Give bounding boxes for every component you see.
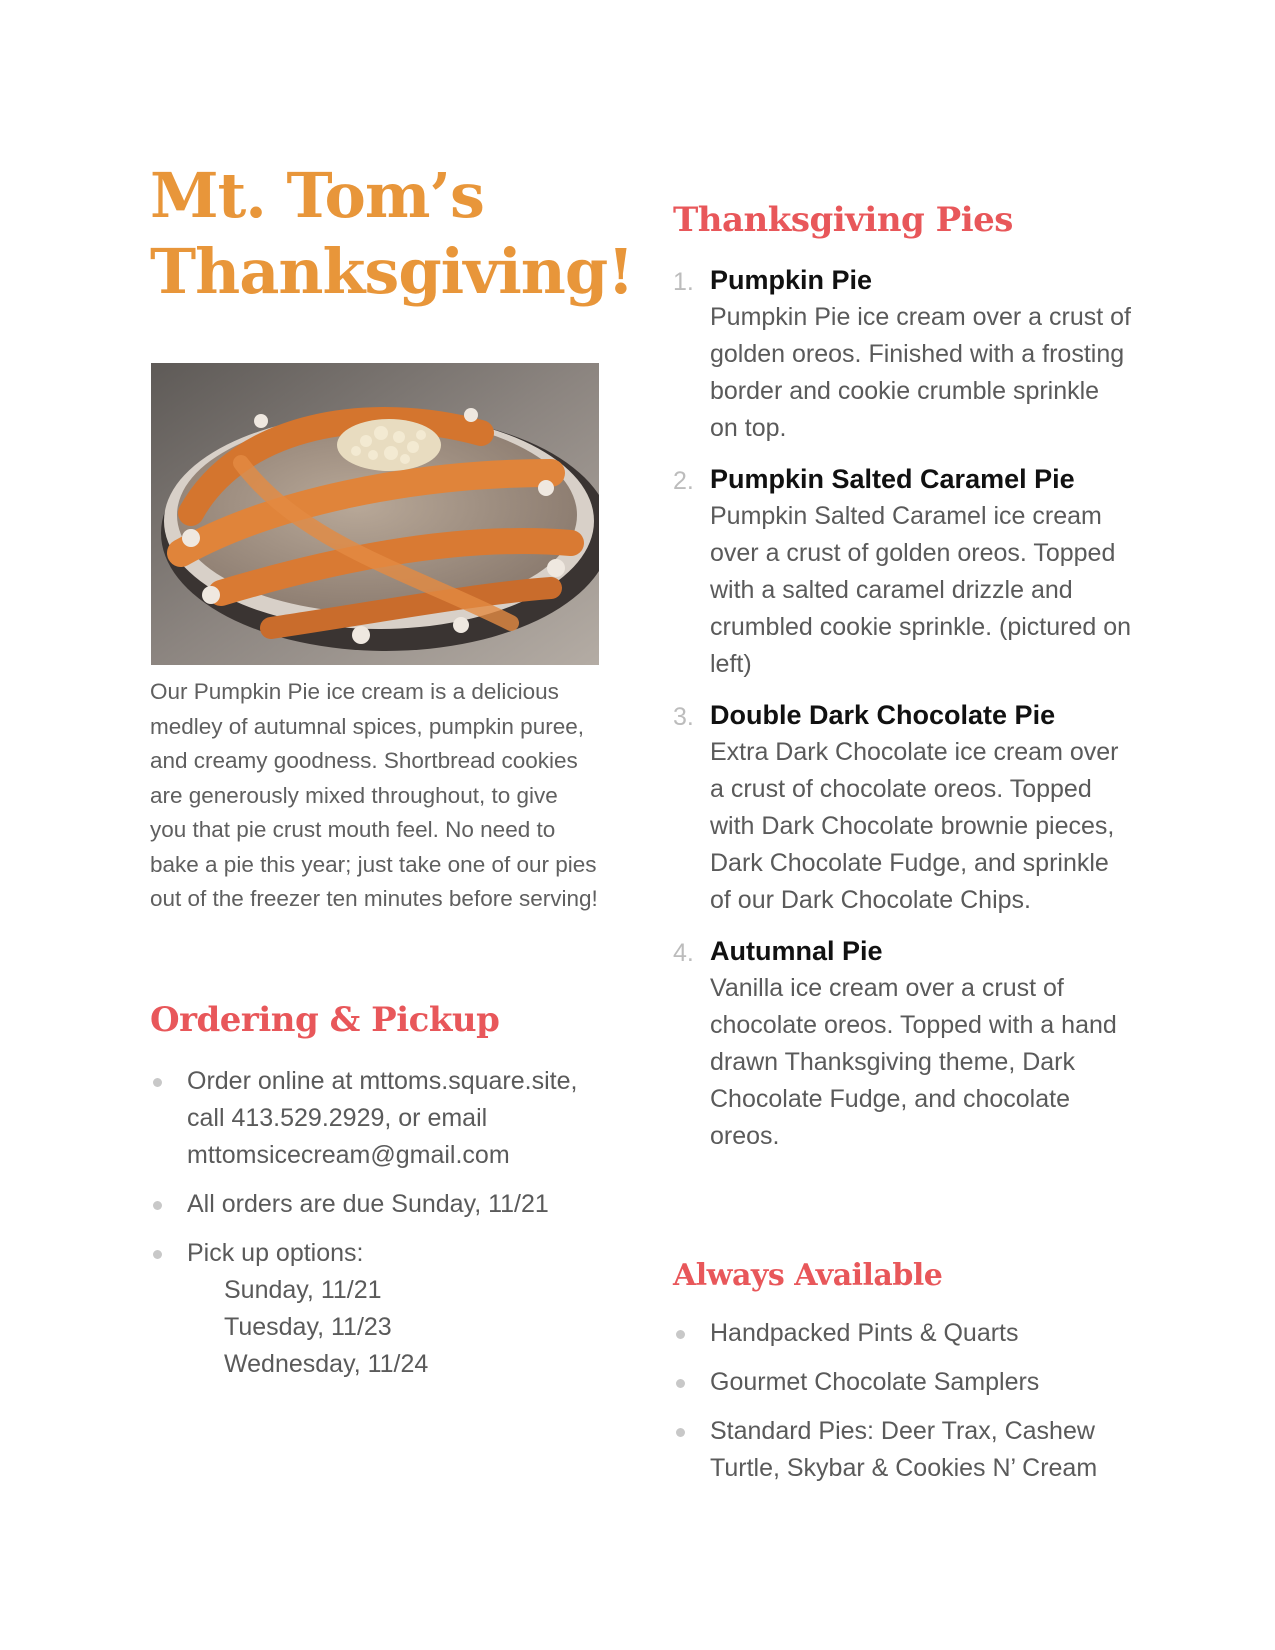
pie-description: Extra Dark Chocolate ice cream over a crust of chocolate oreos. Topped with Dark Chocolate brownie pieces, Dark Chocolate Fudge, and sprinkle of our Dark Chocolate Chips. [710, 738, 1119, 914]
list-item: Standard Pies: Deer Trax, Cashew Turtle, Skybar & Cookies N’ Cream [673, 1413, 1133, 1487]
pickup-options-item [150, 1235, 600, 1383]
pie-photo [151, 363, 599, 665]
intro-paragraph: Our Pumpkin Pie ice cream is a delicious medley of autumnal spices, pumpkin puree, and creamy goodness. Shortbread cookies are generously mixed throughout, to give you that pie crust mouth feel. No need to bake a pie this year; just take one of our pies out of the freezer ten minutes before serving! [150, 679, 598, 911]
pie-description: Vanilla ice cream over a crust of chocolate oreos. Topped with a hand drawn Thanksgiving theme, Dark Chocolate Fudge, and chocolate oreos. [710, 974, 1117, 1150]
pies-list [673, 262, 1133, 1169]
ordering-list [150, 1063, 600, 1395]
pie-name: Pumpkin Salted Caramel Pie [710, 464, 1075, 494]
pie-number: 4. [673, 939, 694, 967]
pie-description: Pumpkin Pie ice cream over a crust of golden oreos. Finished with a frosting border and cookie crumble sprinkle on top. [710, 303, 1131, 442]
pie-number: 1. [673, 268, 694, 296]
list-item: Handpacked Pints & Quarts [673, 1315, 1133, 1352]
pickup-label: Pick up options: [187, 1239, 364, 1267]
pies-heading: Thanksgiving Pies [673, 200, 1013, 240]
list-item: Order online at mttoms.square.site, call 413.529.2929, or email mttomsicecream@gmail.com [150, 1063, 600, 1174]
always-available-list [673, 1315, 1133, 1499]
list-item: Gourmet Chocolate Samplers [673, 1364, 1133, 1401]
pie-name: Double Dark Chocolate Pie [710, 700, 1056, 730]
ordering-heading: Ordering & Pickup [150, 1000, 500, 1040]
title-line-2: Thanksgiving! [150, 235, 634, 308]
pickup-date: Tuesday, 11/23 [224, 1313, 392, 1341]
pie-item [673, 697, 1133, 919]
list-item: All orders are due Sunday, 11/21 [150, 1186, 600, 1223]
pickup-date: Wednesday, 11/24 [224, 1350, 429, 1378]
pie-number: 2. [673, 467, 694, 495]
pie-item [673, 461, 1133, 683]
always-available-heading: Always Available [673, 1258, 943, 1293]
pie-description: Pumpkin Salted Caramel ice cream over a crust of golden oreos. Topped with a salted caramel drizzle and crumbled cookie sprinkle. (pictured on left) [710, 502, 1132, 678]
pie-name: Pumpkin Pie [710, 265, 873, 295]
pie-photo-illustration [151, 363, 599, 665]
pie-item [673, 262, 1133, 447]
pickup-dates [187, 1272, 600, 1383]
page-title [150, 158, 634, 310]
pie-item [673, 933, 1133, 1155]
pie-name: Autumnal Pie [710, 936, 883, 966]
pie-number: 3. [673, 703, 694, 731]
title-line-1: Mt. Tom’s [150, 159, 484, 232]
pickup-date: Sunday, 11/21 [224, 1276, 382, 1304]
